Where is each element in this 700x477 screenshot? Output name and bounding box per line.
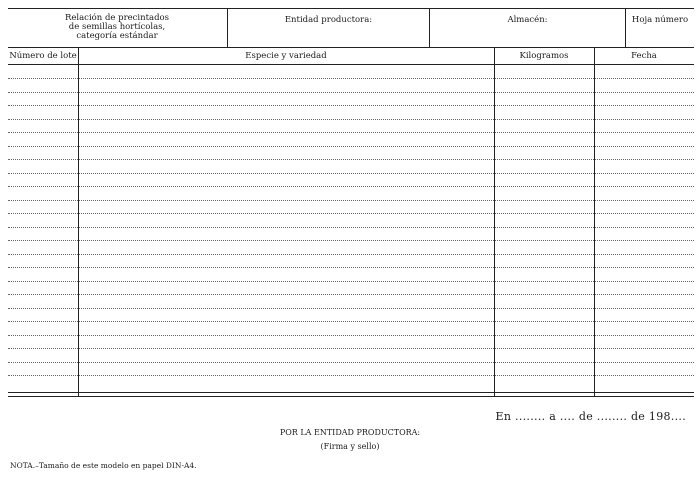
table-row (8, 335, 694, 336)
table-row (8, 92, 694, 93)
column-numero-lote: Número de lote (9, 51, 77, 61)
form-header (8, 8, 694, 48)
table-row (8, 227, 694, 228)
table-row (8, 362, 694, 363)
signature-label: POR LA ENTIDAD PRODUCTORA: (279, 428, 421, 437)
table-row (8, 200, 694, 201)
lots-table (8, 48, 694, 397)
hoja-numero-field (625, 9, 694, 47)
place-date-line: En ........ a .... de ........ de 198.... (495, 410, 686, 423)
table-row (8, 159, 694, 160)
table-row (8, 308, 694, 309)
hoja-numero-label: Hoja número (631, 15, 689, 25)
form-sheet (8, 8, 694, 397)
table-row (8, 281, 694, 282)
table-row (8, 375, 694, 376)
table-row (8, 267, 694, 268)
column-divider (594, 48, 595, 396)
form-title (8, 9, 226, 47)
paper-size-note: NOTA.–Tamaño de este modelo en papel DIN-A4. (10, 461, 197, 470)
table-row (8, 186, 694, 187)
title-line-3: categoría estándar (76, 31, 158, 41)
column-kilogramos: Kilogramos (519, 51, 569, 61)
table-column-header (8, 48, 694, 65)
title-line-2: de semillas hortícolas, (68, 22, 166, 32)
column-especie-variedad: Especie y variedad (245, 51, 327, 61)
column-fecha: Fecha (631, 51, 657, 61)
table-row (8, 146, 694, 147)
table-row (8, 173, 694, 174)
table-row (8, 105, 694, 106)
table-row (8, 119, 694, 120)
table-row (8, 213, 694, 214)
table-bottom-rule (8, 392, 694, 393)
entidad-productora-label: Entidad productora: (284, 15, 373, 25)
table-row (8, 294, 694, 295)
table-row (8, 240, 694, 241)
table-row (8, 348, 694, 349)
table-row (8, 321, 694, 322)
almacen-field (429, 9, 625, 47)
table-row (8, 78, 694, 79)
signature-sub: (Firma y sello) (320, 442, 380, 451)
entidad-productora-field (227, 9, 429, 47)
almacen-label: Almacén: (507, 15, 548, 25)
column-divider (494, 48, 495, 396)
table-row (8, 132, 694, 133)
table-row (8, 254, 694, 255)
title-line-1: Relación de precintados (64, 13, 170, 23)
column-divider (78, 48, 79, 396)
